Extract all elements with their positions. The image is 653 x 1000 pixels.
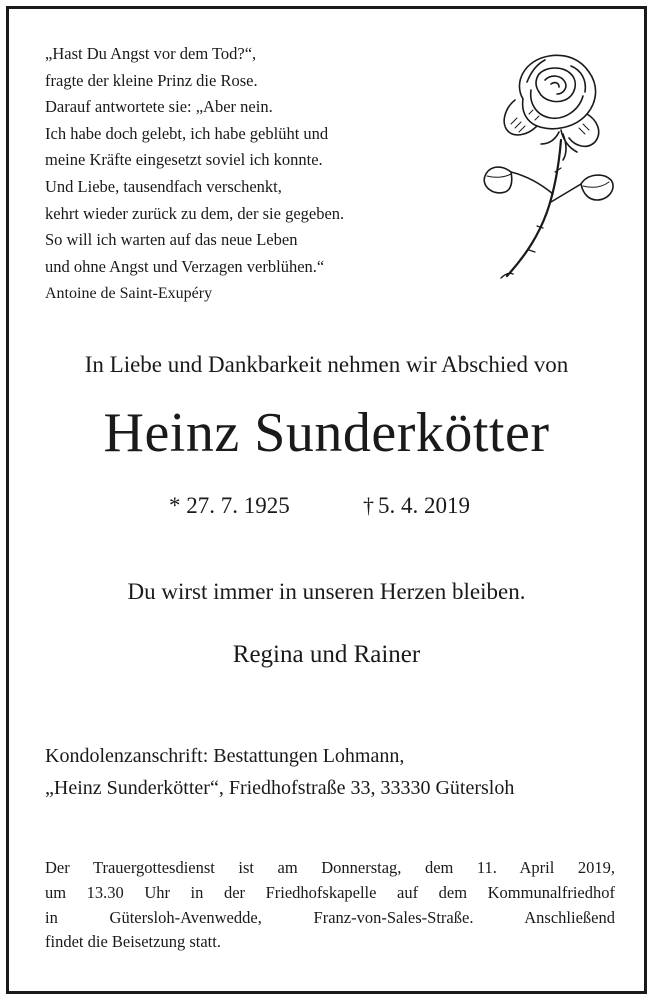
cross-icon: †	[363, 493, 374, 518]
poem-line: „Hast Du Angst vor dem Tod?“,	[45, 44, 257, 63]
poem-line: Ich habe doch gelebt, ich habe geblüht und	[45, 123, 329, 143]
death-date: 5. 4. 2019	[378, 493, 470, 518]
poem-line: kehrt wieder zurück zu dem, der sie gegeben.	[45, 203, 345, 223]
intro-text: In Liebe und Dankbarkeit nehmen wir Abschied von	[84, 352, 569, 377]
service-line: findet die Beisetzung statt.	[45, 932, 221, 952]
life-dates	[169, 493, 509, 519]
poem-line: So will ich warten auf das neue Leben	[45, 230, 298, 250]
obituary-frame	[6, 6, 647, 994]
poem-line: fragte der kleine Prinz die Rose.	[45, 70, 258, 90]
service-line: Der Trauergottesdienst ist am Donnerstag, dem 11. April 2019,	[45, 858, 615, 877]
farewell-text: Du wirst immer in unseren Herzen bleiben.	[127, 579, 526, 604]
condolence-line: Kondolenzanschrift: Bestattungen Lohmann,	[45, 745, 405, 767]
poem-line: meine Kräfte eingesetzt soviel ich konnte.	[45, 150, 323, 170]
deceased-name: Heinz Sunderkötter	[103, 402, 550, 464]
service-line: um 13.30 Uhr in der Friedhofskapelle auf dem Kommunalfriedhof	[45, 882, 615, 902]
poem	[45, 41, 344, 308]
poem-author: Antoine de Saint-Exupéry	[45, 285, 213, 303]
service-line: in Gütersloh-Avenwedde, Franz-von-Sales-Straße. Anschließend	[45, 907, 615, 927]
poem-line: Darauf antwortete sie: „Aber nein.	[45, 97, 273, 117]
rose-drawing-icon	[471, 44, 631, 284]
service-notice	[45, 856, 615, 955]
birth-date: * 27. 7. 1925	[169, 493, 290, 518]
poem-line: und ohne Angst und Verzagen verblühen.“	[45, 256, 325, 276]
signers: Regina und Rainer	[232, 641, 421, 668]
condolence-address	[45, 740, 514, 804]
death-date-group	[363, 493, 470, 519]
condolence-line: „Heinz Sunderkötter“, Friedhofstraße 33, 33330 Gütersloh	[45, 777, 515, 799]
poem-line: Und Liebe, tausendfach verschenkt,	[45, 176, 282, 196]
